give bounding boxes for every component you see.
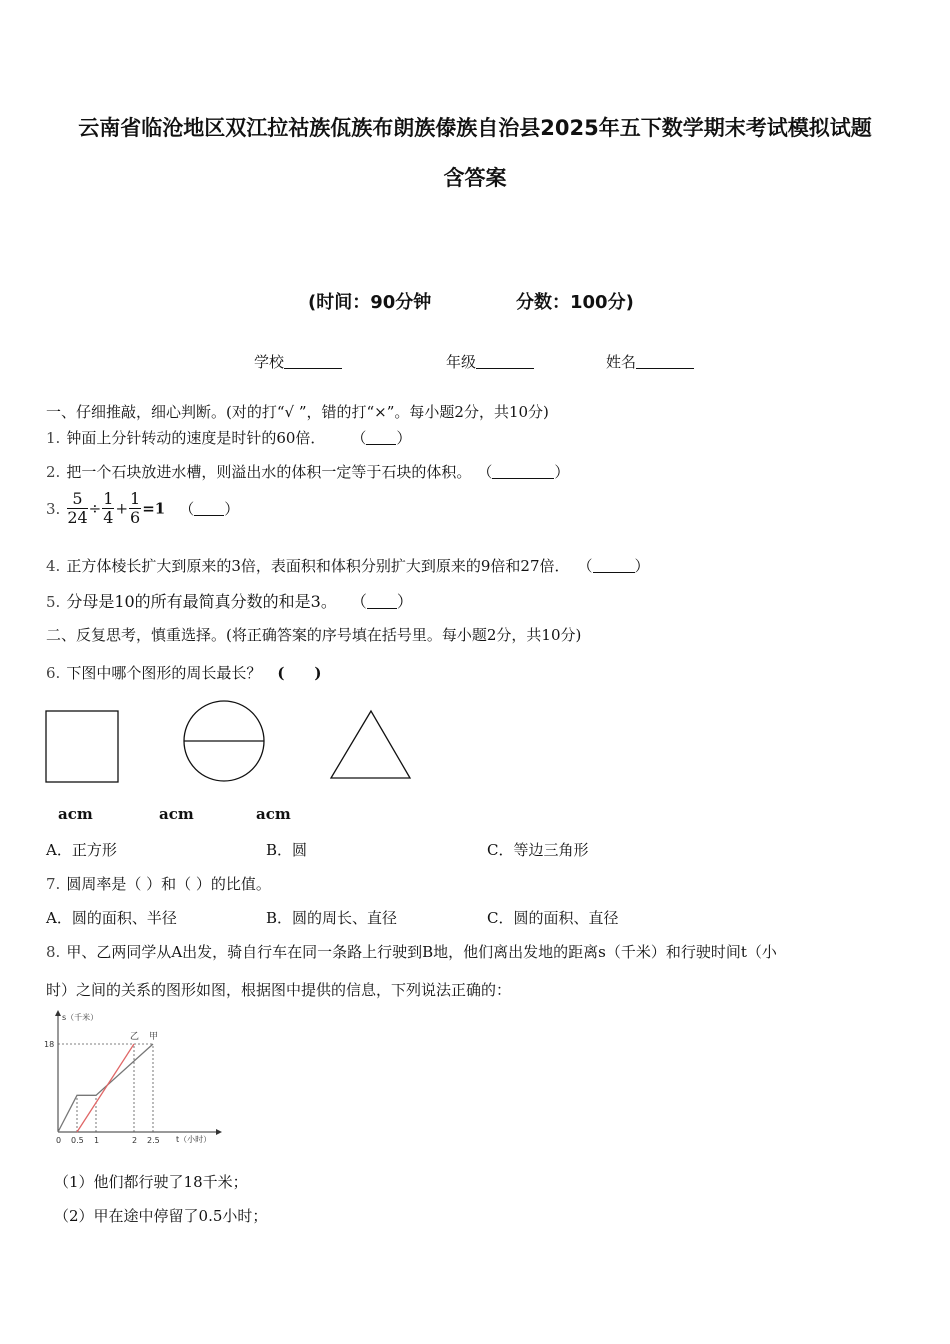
x-tick-label-2: 2 bbox=[132, 1136, 138, 1145]
question-text: 钟面上分针转动的速度是时针的60倍． bbox=[66, 429, 326, 447]
q7-option-c[interactable]: C．圆的面积、直径 bbox=[487, 909, 619, 927]
question-number: 4. bbox=[46, 557, 61, 575]
question-5: 5. 分母是10的所有最简真分数的和是3。 （ ） bbox=[46, 592, 413, 611]
q7-option-a[interactable]: A．圆的面积、半径 bbox=[46, 909, 177, 927]
question-1: 1. 钟面上分针转动的速度是时针的60倍． （ ） bbox=[46, 429, 412, 447]
x-tick-label-0: 0 bbox=[56, 1136, 62, 1145]
document-title-line1: 云南省临沧地区双江拉祜族佤族布朗族傣族自治县2025年五下数学期末考试模拟试题 bbox=[78, 116, 872, 140]
fraction-1: $\frac{5}{24}$ bbox=[67, 489, 88, 527]
fraction-2: $\frac{1}{4}$ bbox=[103, 489, 114, 527]
triangle-shape bbox=[331, 711, 410, 778]
name-blank[interactable] bbox=[636, 354, 694, 369]
question-8-line2: 时）之间的关系的图形如图，根据图中提供的信息，下列说法正确的： bbox=[46, 981, 512, 999]
question-text: 圆周率是（ ）和（ ）的比值。 bbox=[66, 875, 271, 893]
y-axis-label: s（千米） bbox=[62, 1013, 99, 1022]
question-text: 把一个石块放进水槽，则溢出水的体积一定等于石块的体积。 bbox=[66, 463, 472, 481]
answer-blank[interactable] bbox=[366, 430, 396, 445]
question-number: 6. bbox=[46, 664, 61, 682]
answer-paren[interactable]: ( ) bbox=[277, 664, 322, 682]
series-line-乙 bbox=[77, 1044, 134, 1132]
x-tick-label-0-5: 0.5 bbox=[71, 1136, 84, 1145]
answer-blank[interactable] bbox=[194, 501, 224, 516]
document-title-line2: 含答案 bbox=[443, 166, 507, 190]
x-tick-label-2-5: 2.5 bbox=[147, 1136, 160, 1145]
question-2: 2. 把一个石块放进水槽，则溢出水的体积一定等于石块的体积。 （ ） bbox=[46, 463, 570, 481]
question-text: 下图中哪个图形的周长最长？ bbox=[66, 664, 262, 682]
series-label-乙: 乙 bbox=[130, 1032, 140, 1042]
question-number: 2. bbox=[46, 463, 61, 481]
question-text: 分母是10的所有最简真分数的和是3。 bbox=[66, 592, 337, 611]
section1-heading: 一、仔细推敲，细心判断。(对的打“√ ”，错的打“×”。每小题2分，共10分) bbox=[46, 403, 549, 421]
y-axis-arrow bbox=[55, 1010, 61, 1016]
name-label: 姓名 bbox=[606, 353, 637, 371]
series-label-甲: 甲 bbox=[149, 1032, 159, 1042]
section2-heading: 二、反复思考，慎重选择。(将正确答案的序号填在括号里。每小题2分，共10分) bbox=[46, 626, 582, 644]
grade-label: 年级 bbox=[446, 353, 477, 371]
school-blank[interactable] bbox=[284, 354, 342, 369]
fraction-3: $\frac{1}{6}$ bbox=[130, 489, 141, 527]
question-7 bbox=[46, 873, 271, 894]
answer-blank[interactable] bbox=[492, 464, 554, 479]
question-6 bbox=[46, 662, 322, 683]
question-text: 正方体棱长扩大到原来的3倍，表面积和体积分别扩大到原来的9倍和27倍． bbox=[66, 557, 570, 575]
question-number: 7. bbox=[46, 875, 61, 893]
question-4: 4. 正方体棱长扩大到原来的3倍，表面积和体积分别扩大到原来的9倍和27倍． （ ） bbox=[46, 557, 650, 575]
question-number: 8. bbox=[46, 943, 61, 961]
q6-option-a[interactable]: A．正方形 bbox=[46, 841, 117, 859]
question-number: 5. bbox=[46, 593, 61, 611]
grade-field[interactable] bbox=[446, 351, 534, 372]
statement-2: （2）甲在途中停留了0.5小时； bbox=[54, 1207, 268, 1225]
statement-1: （1）他们都行驶了18千米； bbox=[54, 1173, 248, 1191]
x-axis-arrow bbox=[216, 1129, 222, 1135]
q6-shapes bbox=[40, 696, 430, 792]
question-number: 3. bbox=[46, 499, 61, 518]
y-tick-label-18: 18 bbox=[44, 1040, 55, 1049]
x-tick-label-1: 1 bbox=[94, 1136, 100, 1145]
grade-blank[interactable] bbox=[476, 354, 534, 369]
q6-option-b[interactable]: B．圆 bbox=[266, 841, 308, 859]
school-field[interactable] bbox=[254, 351, 342, 372]
question-number: 1. bbox=[46, 429, 61, 447]
question-text: 甲、乙两同学从A出发，骑自行车在同一条路上行驶到B地，他们离出发地的距离s（千米）和行驶时间t（小 bbox=[66, 943, 777, 961]
triangle-side-label: acm bbox=[256, 805, 291, 823]
time-info: (时间：90分钟 bbox=[308, 292, 432, 313]
q7-option-b[interactable]: B．圆的周长、直径 bbox=[266, 909, 398, 927]
score-info: 分数：100分) bbox=[516, 292, 634, 313]
square-shape bbox=[46, 711, 118, 782]
question-3: 3. $\frac{5}{24}$ ÷ $\frac{1}{4}$ + $\frac{1}{6}$ =1 （ ） bbox=[46, 489, 240, 527]
q8-distance-time-chart bbox=[38, 1008, 228, 1150]
school-label: 学校 bbox=[254, 353, 285, 371]
x-axis-label: t（小时） bbox=[176, 1135, 212, 1144]
circle-diameter-label: acm bbox=[159, 805, 194, 823]
square-side-label: acm bbox=[58, 805, 93, 823]
question-8-line1 bbox=[46, 941, 777, 962]
answer-blank[interactable] bbox=[593, 558, 635, 573]
name-field[interactable] bbox=[606, 351, 694, 372]
q6-option-c[interactable]: C．等边三角形 bbox=[487, 841, 589, 859]
answer-blank[interactable] bbox=[367, 594, 397, 609]
